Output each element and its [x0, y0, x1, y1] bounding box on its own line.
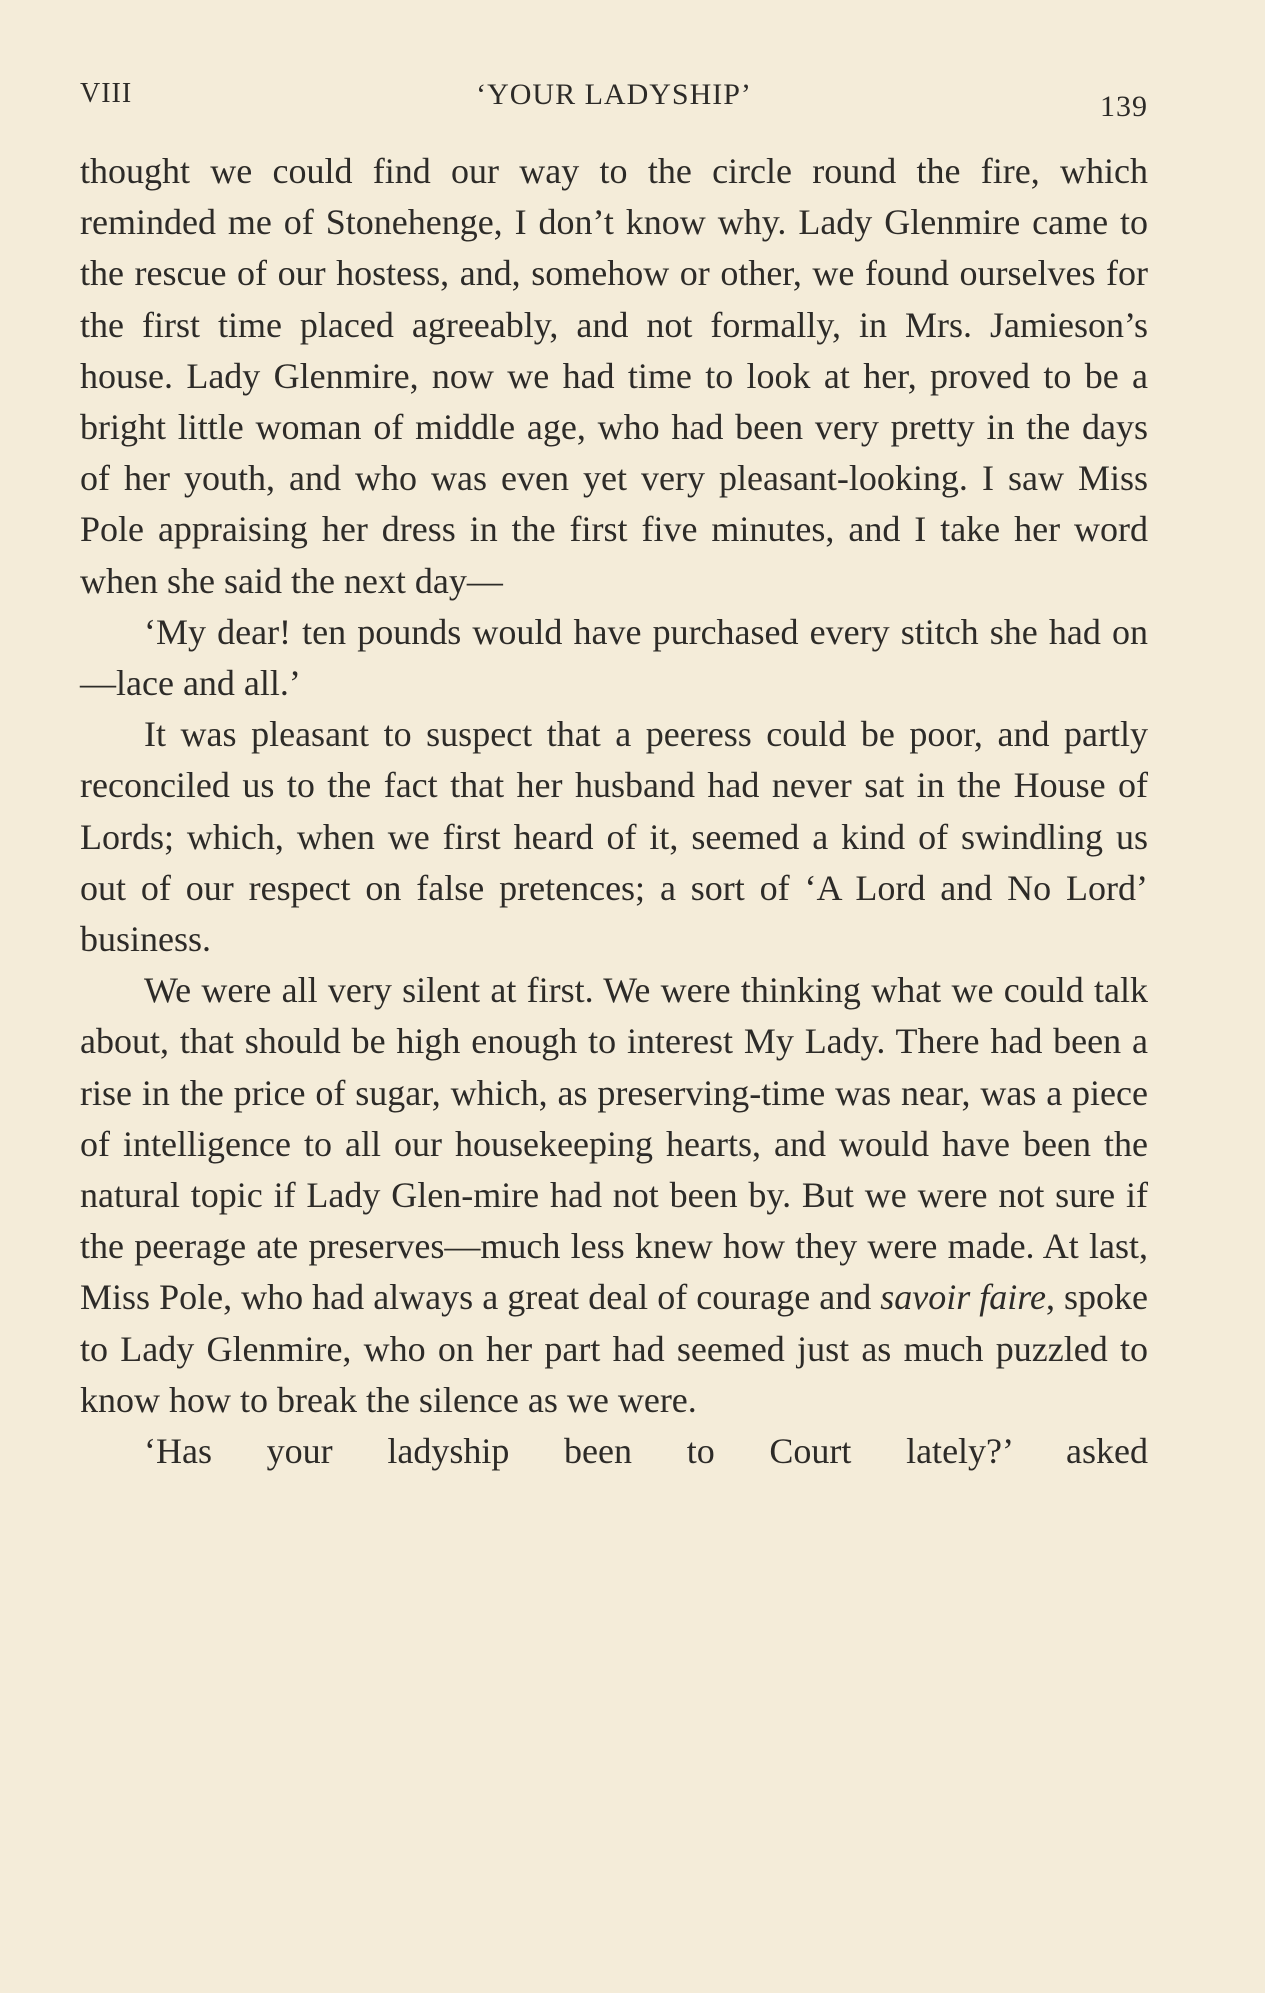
paragraph-text: We were all very silent at first. We were thinking what we could talk about, that should be high enough to interest My Lady. There had been a rise in the price of sugar, which, as preserving-time was near, was a piece of intelligence to all our housekeeping hearts, and would have been the natural topic if Lady Glen-mire had not been by. But we were not sure if the peerage ate preserves—much less knew how they were made. At last, Miss Pole, who had always a great deal of courage and	[80, 970, 1148, 1318]
paragraph: thought we could find our way to the circle round the fire, which reminded me of Stonehenge, I don’t know why. Lady Glenmire came to the rescue of our hostess, and, somehow or other, we found ourselves for the first time placed agreeably, and not formally, in Mrs. Jamieson’s house. Lady Glenmire, now we had time to look at her, proved to be a bright little woman of middle age, who had been very pretty in the days of her youth, and who was even yet very pleasant-looking. I saw Miss Pole appraising her dress in the first five minutes, and I take her word when she said the next day—	[80, 151, 1148, 601]
chapter-number: VIII	[80, 78, 133, 109]
paragraph-text: , spoke to Lady Glenmire, who on her part had seemed just as much puzzled to know how to break the silence as we were.	[80, 1277, 1148, 1420]
italic-phrase: savoir faire	[880, 1277, 1046, 1318]
paragraph: ‘Has your ladyship been to Court lately?’ asked	[144, 1431, 1148, 1472]
paragraph	[80, 965, 1148, 1426]
paragraph: It was pleasant to suspect that a peeress could be poor, and partly reconciled us to the fact that her husband had never sat in the House of Lords; which, when we first heard of it, seemed a kind of swindling us out of our respect on false pretences; a sort of ‘A Lord and No Lord’ business.	[80, 714, 1148, 960]
paragraph: ‘My dear! ten pounds would have purchased every stitch she had on—lace and all.’	[80, 611, 1148, 704]
body-text	[80, 146, 1148, 1477]
page-number: 139	[1100, 90, 1148, 123]
running-title: ‘YOUR LADYSHIP’	[476, 78, 752, 111]
running-head	[80, 78, 1148, 123]
